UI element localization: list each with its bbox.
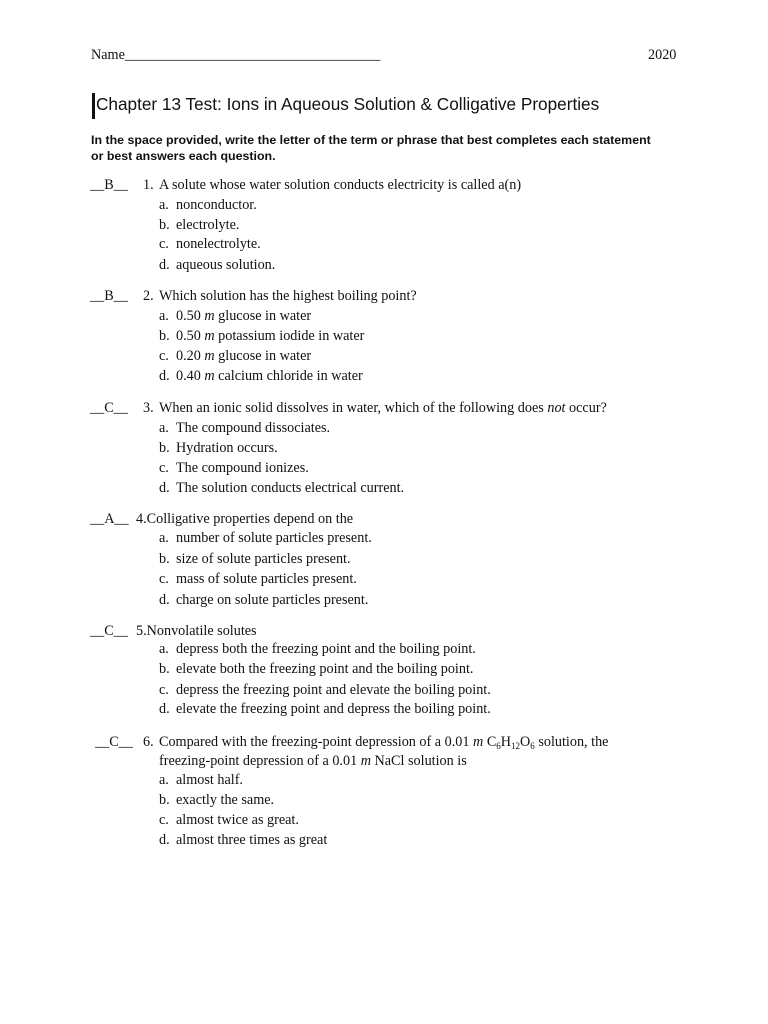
option-c: c. nonelectrolyte. bbox=[159, 236, 261, 252]
name-label: Name bbox=[91, 47, 125, 63]
option-b: b. size of solute particles present. bbox=[159, 551, 351, 567]
option-d: d. elevate the freezing point and depress the boiling point. bbox=[159, 701, 491, 717]
option-d: d. almost three times as great bbox=[159, 832, 328, 848]
instructions: In the space provided, write the letter of the term or phrase that best completes each statement or best answers each question. bbox=[91, 133, 651, 163]
option-d: d. aqueous solution. bbox=[159, 257, 276, 273]
name-line: ____________________________________ bbox=[124, 47, 381, 63]
question-number: 3. bbox=[143, 400, 154, 416]
answer-blank: __A__ bbox=[90, 511, 129, 527]
question-stem: 5.Nonvolatile solutes bbox=[136, 623, 257, 639]
option-a: a. nonconductor. bbox=[159, 197, 257, 213]
title-bar bbox=[92, 93, 95, 119]
question-stem: 4.Colligative properties depend on the bbox=[136, 511, 354, 527]
answer-blank: __B__ bbox=[90, 288, 128, 304]
option-a: a. number of solute particles present. bbox=[159, 530, 372, 546]
question-number: 2. bbox=[143, 288, 154, 304]
question-stem: A solute whose water solution conducts electricity is called a(n) bbox=[159, 177, 522, 193]
year: 2020 bbox=[648, 47, 677, 63]
answer-blank: __C__ bbox=[95, 734, 133, 750]
option-c: c. depress the freezing point and elevate the boiling point. bbox=[159, 682, 491, 698]
option-c: c. The compound ionizes. bbox=[159, 460, 309, 476]
glucose-formula: $C_6H_{12}O_6$ bbox=[486, 734, 535, 751]
name-field bbox=[91, 47, 380, 64]
option-d: d. The solution conducts electrical current. bbox=[159, 480, 405, 496]
question-stem: Which solution has the highest boiling point? bbox=[159, 288, 417, 304]
answer-blank: __B__ bbox=[90, 177, 128, 193]
option-a: a. 0.50 m glucose in water bbox=[159, 308, 312, 324]
question-number: 6. bbox=[143, 734, 154, 750]
option-a: a. The compound dissociates. bbox=[159, 420, 331, 436]
question-number: 5. bbox=[136, 623, 147, 639]
option-a: a. depress both the freezing point and the boiling point. bbox=[159, 641, 476, 657]
question-stem-line2: freezing-point depression of a 0.01 m NaCl solution is bbox=[159, 753, 467, 769]
answer-blank: __C__ bbox=[90, 623, 128, 639]
question-stem: When an ionic solid dissolves in water, which of the following does not occur? bbox=[159, 400, 607, 416]
option-b: b. Hydration occurs. bbox=[159, 440, 278, 456]
option-c: c. 0.20 m glucose in water bbox=[159, 348, 312, 364]
option-c: c. mass of solute particles present. bbox=[159, 571, 357, 587]
page-title: Chapter 13 Test: Ions in Aqueous Solution & Colligative Properties bbox=[96, 94, 600, 114]
option-b: b. elevate both the freezing point and the boiling point. bbox=[159, 661, 474, 677]
option-b: b. electrolyte. bbox=[159, 217, 240, 233]
option-d: d. charge on solute particles present. bbox=[159, 592, 369, 608]
option-b: b. exactly the same. bbox=[159, 792, 275, 808]
question-stem: Compared with the freezing-point depression of a 0.01 m $C_6H_{12}O_6$ solution, the bbox=[159, 734, 609, 751]
question-number: 4. bbox=[136, 511, 147, 527]
question-number: 1. bbox=[143, 177, 154, 193]
option-a: a. almost half. bbox=[159, 772, 243, 788]
option-c: c. almost twice as great. bbox=[159, 812, 299, 828]
option-d: d. 0.40 m calcium chloride in water bbox=[159, 368, 363, 384]
answer-blank: __C__ bbox=[90, 400, 128, 416]
option-b: b. 0.50 m potassium iodide in water bbox=[159, 328, 365, 344]
